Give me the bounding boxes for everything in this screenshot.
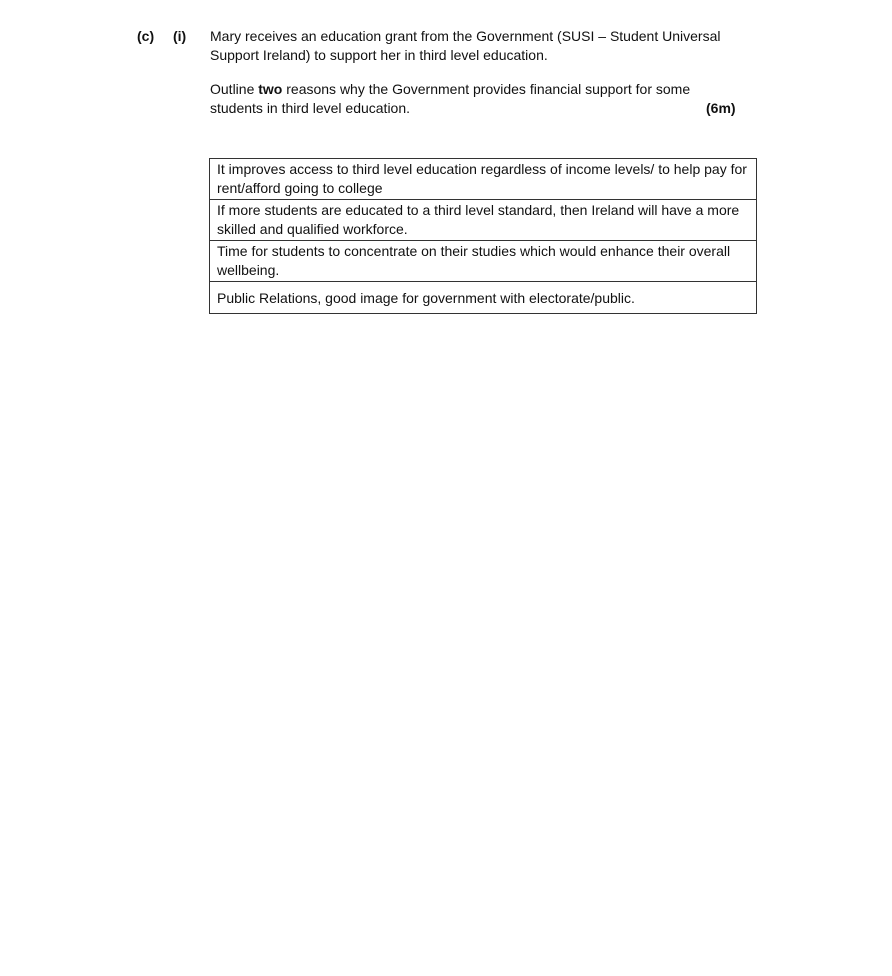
marks-allocation: (6m) [706, 100, 736, 116]
answer-row: If more students are educated to a third level standard, then Ireland will have a more skilled and qualified workforce. [210, 200, 756, 241]
task-text-end: reasons why the Government provides financial support for some students in third level education. [210, 81, 691, 116]
answer-row: It improves access to third level education regardless of income levels/ to help pay for rent/afford going to college [210, 159, 756, 200]
question-sub-label: (i) [173, 28, 187, 44]
task-text-emphasis: two [258, 81, 283, 97]
question-part-label: (c) [137, 28, 155, 44]
answer-row: Time for students to concentrate on their studies which would enhance their overall wellbeing. [210, 241, 756, 282]
question-task-text [210, 80, 740, 118]
answer-table [209, 158, 757, 314]
answer-row: Public Relations, good image for government with electorate/public. [217, 290, 635, 306]
question-intro-text: Mary receives an education grant from the Government (SUSI – Student Universal Support Ireland) to support her in third level education. [210, 28, 721, 63]
task-text-start: Outline [210, 81, 259, 97]
